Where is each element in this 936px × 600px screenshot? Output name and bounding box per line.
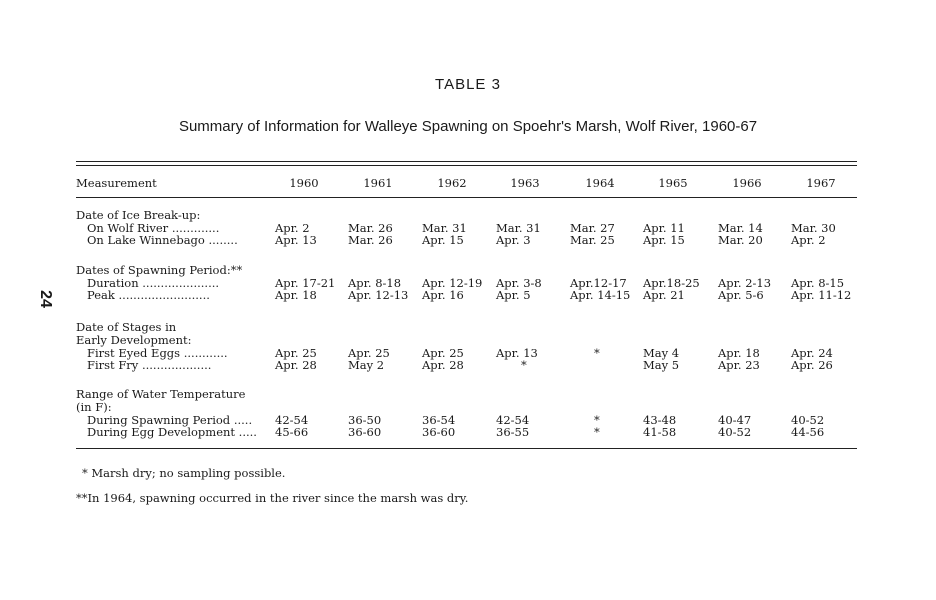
top-rule — [76, 161, 857, 162]
table-cell: Apr. 15 — [422, 233, 464, 247]
section-title: Date of Ice Break-up: — [76, 208, 201, 222]
table-cell: Apr. 8-18 — [348, 276, 402, 290]
table-cell: Mar. 20 — [718, 233, 763, 247]
table-cell: Apr. 25 — [422, 346, 464, 360]
table-cell: Apr. 2 — [791, 233, 826, 247]
table-cell: Apr. 23 — [718, 358, 760, 372]
section-title: (in F): — [76, 400, 112, 414]
table-cell: Apr. 17-21 — [275, 276, 336, 290]
header-year-1960: 1960 — [289, 176, 319, 190]
page-number: 24 — [36, 290, 54, 308]
table-cell: Mar. 26 — [348, 221, 393, 235]
table-cell: Apr. 8-15 — [791, 276, 845, 290]
table-cell: 42-54 — [275, 413, 309, 427]
header-year-1964: 1964 — [585, 176, 615, 190]
header-year-1966: 1966 — [732, 176, 762, 190]
row-label: During Egg Development ..... — [87, 425, 257, 439]
table-cell: 40-52 — [718, 425, 752, 439]
table-cell: May 4 — [643, 346, 680, 360]
table-cell: Apr. 2-13 — [718, 276, 772, 290]
table-cell: Apr. 3-8 — [496, 276, 542, 290]
table-cell: Apr. 21 — [643, 288, 685, 302]
table-cell: May 2 — [348, 358, 385, 372]
table-cell: Apr. 18 — [275, 288, 317, 302]
row-label: Duration ..................... — [87, 276, 220, 290]
table-cell: Apr. 12-19 — [422, 276, 483, 290]
section-title: Early Development: — [76, 333, 192, 347]
table-cell: May 5 — [643, 358, 680, 372]
header-year-1962: 1962 — [437, 176, 467, 190]
table-cell-asterisk: * — [594, 346, 600, 360]
table-cell: Apr. 11-12 — [791, 288, 852, 302]
table-cell: 40-52 — [791, 413, 825, 427]
table-cell: Apr. 16 — [422, 288, 464, 302]
table-cell: 36-50 — [348, 413, 382, 427]
footnote: * Marsh dry; no sampling possible. — [82, 466, 286, 480]
table-cell: Apr. 13 — [496, 346, 538, 360]
table-cell: 42-54 — [496, 413, 530, 427]
header-year-1967: 1967 — [806, 176, 836, 190]
section-title: Dates of Spawning Period:** — [76, 263, 243, 277]
header-measurement: Measurement — [76, 176, 157, 190]
section-title: Range of Water Temperature — [76, 387, 246, 401]
table-cell: Apr. 11 — [643, 221, 685, 235]
table-cell: 45-66 — [275, 425, 309, 439]
row-label: Peak ......................... — [87, 288, 210, 302]
header-year-1961: 1961 — [363, 176, 393, 190]
table-cell: Mar. 31 — [496, 221, 541, 235]
table-cell: Apr.18-25 — [643, 276, 700, 290]
table-cell: 36-55 — [496, 425, 530, 439]
table-cell: Apr. 28 — [422, 358, 464, 372]
table-cell: Apr. 12-13 — [348, 288, 409, 302]
table-cell: Apr. 13 — [275, 233, 317, 247]
table-cell: 36-60 — [422, 425, 456, 439]
row-label: On Lake Winnebago ........ — [87, 233, 238, 247]
table-cell: Apr. 25 — [348, 346, 390, 360]
table-cell: Apr. 18 — [718, 346, 760, 360]
table-cell-asterisk: * — [594, 413, 600, 427]
table-cell: Mar. 26 — [348, 233, 393, 247]
table-cell: Apr. 14-15 — [570, 288, 631, 302]
table-cell: Mar. 27 — [570, 221, 615, 235]
table-cell-asterisk: * — [521, 358, 527, 372]
header-year-1963: 1963 — [510, 176, 540, 190]
table-cell: Apr. 2 — [275, 221, 310, 235]
section-title: Date of Stages in — [76, 320, 177, 334]
bottom-rule — [76, 448, 857, 449]
table-cell: Apr. 28 — [275, 358, 317, 372]
top-rule-double — [76, 165, 857, 166]
row-label: On Wolf River ............. — [87, 221, 220, 235]
table-cell: Apr. 24 — [791, 346, 833, 360]
table-cell: Apr. 3 — [496, 233, 531, 247]
table-cell: Apr. 5-6 — [718, 288, 764, 302]
row-label: During Spawning Period ..... — [87, 413, 253, 427]
table-cell: Mar. 14 — [718, 221, 763, 235]
table-cell: 41-58 — [643, 425, 677, 439]
row-label: First Eyed Eggs ............ — [87, 346, 228, 360]
table-cell: Apr. 5 — [496, 288, 531, 302]
table-cell: Mar. 25 — [570, 233, 615, 247]
table-cell: 43-48 — [643, 413, 677, 427]
table-cell-asterisk: * — [594, 425, 600, 439]
table-cell: Mar. 30 — [791, 221, 836, 235]
table-cell: Apr.12-17 — [570, 276, 627, 290]
table-cell: Apr. 15 — [643, 233, 685, 247]
header-rule — [76, 197, 857, 198]
table-label: TABLE 3 — [435, 76, 501, 93]
table-cell: Apr. 26 — [791, 358, 833, 372]
header-year-1965: 1965 — [658, 176, 688, 190]
table-cell: Apr. 25 — [275, 346, 317, 360]
footnote: **In 1964, spawning occurred in the river since the marsh was dry. — [76, 491, 469, 505]
table-cell: 36-54 — [422, 413, 456, 427]
row-label: First Fry ................... — [87, 358, 212, 372]
table-cell: Mar. 31 — [422, 221, 467, 235]
table-caption: Summary of Information for Walleye Spawning on Spoehr's Marsh, Wolf River, 1960-67 — [178, 118, 758, 135]
table-cell: 40-47 — [718, 413, 752, 427]
table-cell: 44-56 — [791, 425, 825, 439]
table-cell: 36-60 — [348, 425, 382, 439]
